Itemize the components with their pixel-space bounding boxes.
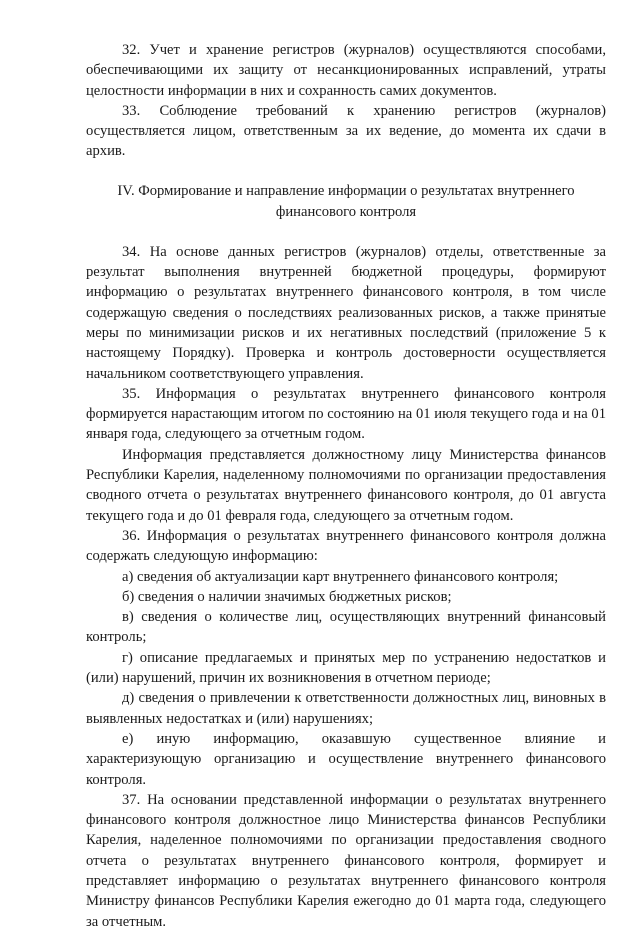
list-item-v: в) сведения о количестве лиц, осуществляющих внутренний финансовый контроль; xyxy=(86,609,606,646)
list-item-e: е) иную информацию, оказавшую существенное влияние и характеризующую организацию и осуществление внутреннего финансового контроля. xyxy=(86,730,606,788)
document-body xyxy=(86,40,606,932)
paragraph-33: 33. Соблюдение требований к хранению регистров (журналов) осуществляется лицом, ответственным за их ведение, до момента их сдачи в архив. xyxy=(86,102,606,160)
list-item-a: а) сведения об актуализации карт внутреннего финансового контроля; xyxy=(122,568,559,585)
paragraph-36: 36. Информация о результатах внутреннего финансового контроля должна содержать следующую информацию: xyxy=(86,527,606,565)
paragraph-35-info: Информация представляется должностному лицу Министерства финансов Республики Карелия, наделенному полномочиями по организации предоставления сводного отчета о результатах внутреннего финансового контроля, до 01 августа текущего года и до 01 февраля года, следующего за отчетным годом. xyxy=(86,446,606,524)
section-heading-line-1: IV. Формирование и направление информации о результатах внутреннего xyxy=(117,182,575,199)
paragraph-35: 35. Информация о результатах внутреннего финансового контроля формируется нарастающим итогом по состоянию на 01 июля текущего года и на 01 января года, следующего за отчетным годом. xyxy=(86,385,606,443)
list-item-b: б) сведения о наличии значимых бюджетных рисков; xyxy=(122,588,452,605)
list-item-d: д) сведения о привлечении к ответственности должностных лиц, виновных в выявленных недостатках и (или) нарушениях; xyxy=(86,690,606,727)
section-heading-line-2: финансового контроля xyxy=(275,203,417,220)
paragraph-34: 34. На основе данных регистров (журналов) отделы, ответственные за результат выполнения внутренней бюджетной процедуры, формируют информацию о результатах внутреннего финансового контроля, в том числе содержащую сведения о последствиях реализованных рисков, а также принятые меры по минимизации рисков и их негативных последствий (приложение 5 к настоящему Порядку). Проверка и контроль достоверности осуществляется начальником соответствующего управления. xyxy=(86,243,606,382)
paragraph-32: 32. Учет и хранение регистров (журналов) осуществляются способами, обеспечивающими их защиту от несанкционированных исправлений, утраты целостности информации в них и сохранность самих документов. xyxy=(86,42,606,99)
section-heading-iv xyxy=(86,181,606,223)
paragraph-37: 37. На основании представленной информации о результатах внутреннего финансового контроля должностное лицо Министерства финансов Республики Карелия, наделенное полномочиями по организации предоставления сводного отчета о результатах внутреннего финансового контроля, формирует и представляет информацию о результатах внутреннего финансового контроля Министру финансов Республики Карелия ежегодно до 01 марта года, следующего за отчетным. xyxy=(86,791,606,930)
list-item-g: г) описание предлагаемых и принятых мер по устранению недостатков и (или) нарушений, причин их возникновения в отчетном периоде; xyxy=(86,649,606,687)
